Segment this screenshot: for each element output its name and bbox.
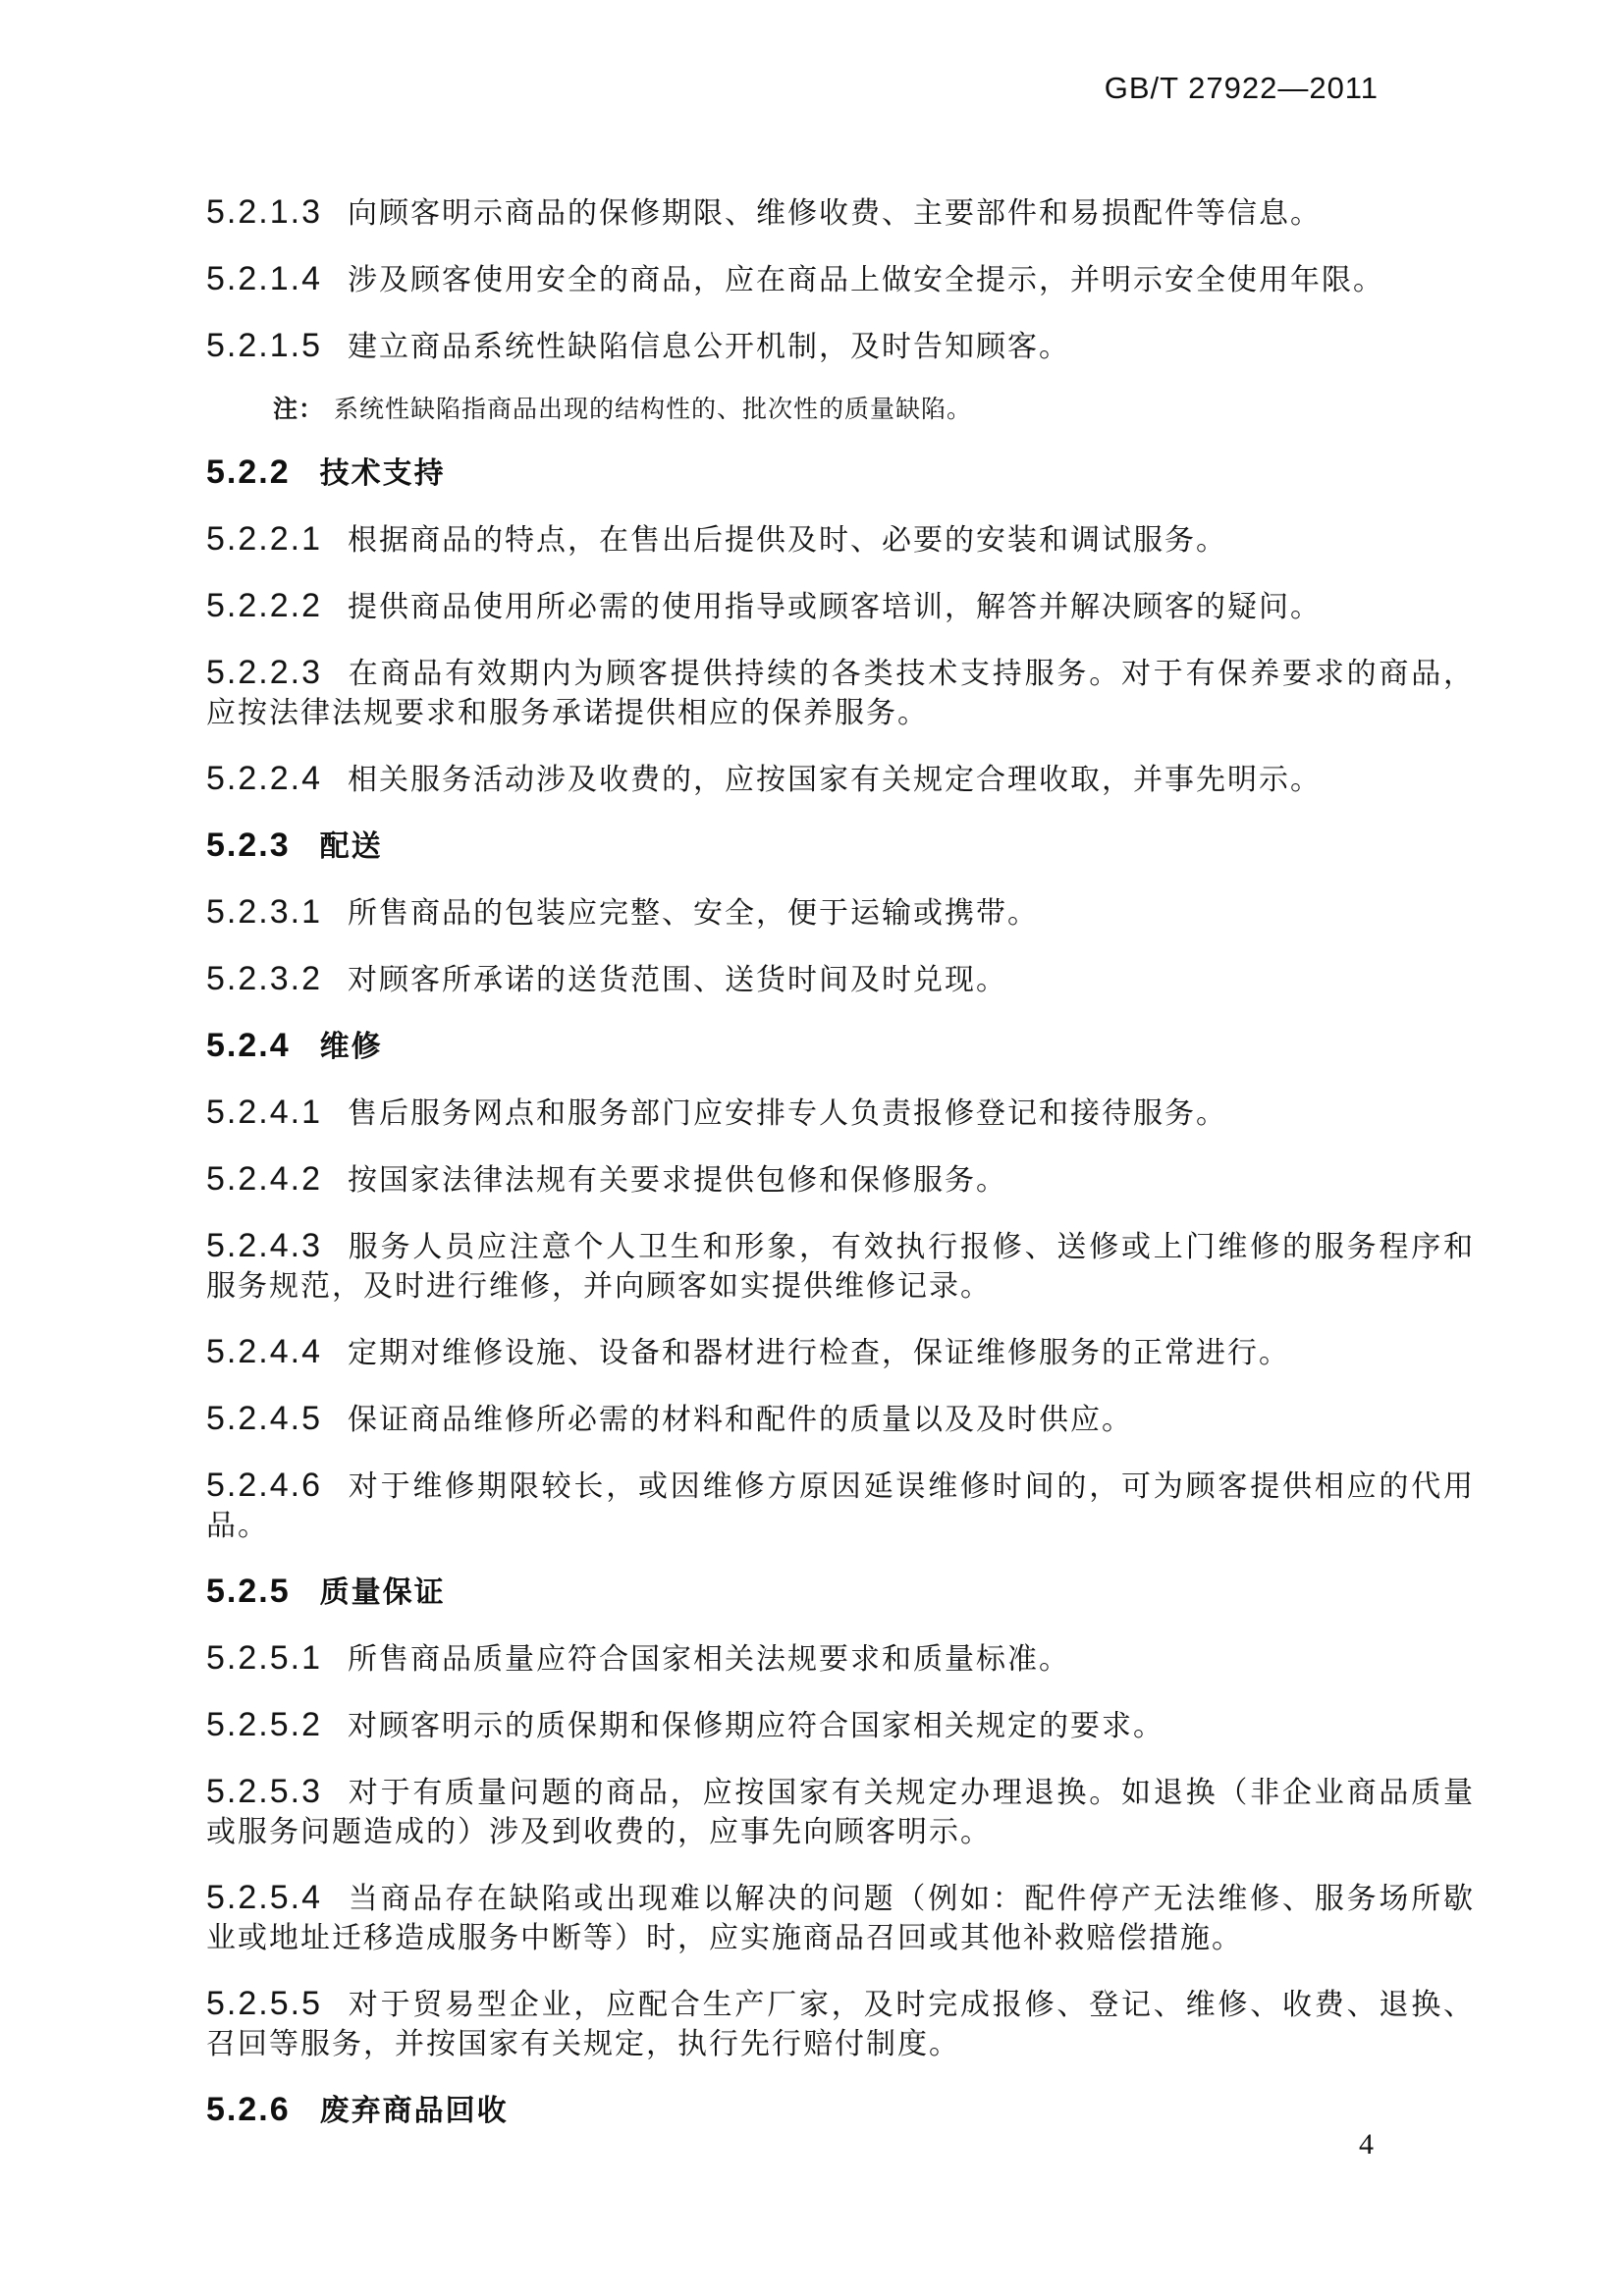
clause-paragraph bbox=[206, 1399, 1475, 1440]
clause-number: 5.2.4.5 bbox=[206, 1400, 322, 1437]
clause-number: 5.2.2 bbox=[206, 454, 291, 491]
clause-number: 5.2.5.2 bbox=[206, 1706, 322, 1743]
clause-number: 5.2.5 bbox=[206, 1573, 291, 1610]
clause-number: 5.2.3.2 bbox=[206, 960, 322, 997]
clause-paragraph bbox=[206, 1984, 1475, 2064]
clause-paragraph bbox=[206, 192, 1475, 234]
clause-text: 对顾客明示的质保期和保修期应符合国家相关规定的要求。 bbox=[347, 1710, 1164, 1742]
clause-paragraph bbox=[206, 1878, 1475, 1958]
section-heading bbox=[206, 826, 1475, 867]
clause-paragraph bbox=[206, 1332, 1475, 1373]
clause-text: 对顾客所承诺的送货范围、送货时间及时兑现。 bbox=[347, 964, 1007, 996]
clause-text: 相关服务活动涉及收费的，应按国家有关规定合理收取，并事先明示。 bbox=[347, 764, 1322, 796]
clause-text: 所售商品的包装应完整、安全，便于运输或携带。 bbox=[347, 897, 1039, 930]
clause-number: 5.2.5.4 bbox=[206, 1879, 322, 1916]
clause-paragraph bbox=[206, 326, 1475, 367]
section-heading bbox=[206, 453, 1475, 494]
clause-text: 提供商品使用所必需的使用指导或顾客培训，解答并解决顾客的疑问。 bbox=[347, 591, 1322, 623]
section-heading bbox=[206, 2090, 1475, 2131]
document-code-header: GB/T 27922—2011 bbox=[1104, 71, 1379, 105]
note bbox=[206, 393, 1475, 427]
clause-number: 5.2.1.5 bbox=[206, 327, 322, 364]
clause-number: 5.2.1.3 bbox=[206, 193, 322, 231]
note-label: 注： bbox=[273, 396, 325, 423]
clause-text: 服务人员应注意个人卫生和形象，有效执行报修、送修或上门维修的服务程序和服务规范，及时进行维修，并向顾客如实提供维修记录。 bbox=[206, 1231, 1475, 1303]
clause-paragraph bbox=[206, 1466, 1475, 1546]
clause-paragraph bbox=[206, 1093, 1475, 1134]
clause-number: 5.2.4.2 bbox=[206, 1160, 322, 1198]
clause-text: 涉及顾客使用安全的商品，应在商品上做安全提示，并明示安全使用年限。 bbox=[347, 264, 1384, 296]
clause-number: 5.2.5.3 bbox=[206, 1773, 322, 1810]
clause-paragraph bbox=[206, 1772, 1475, 1852]
clause-text: 对于贸易型企业，应配合生产厂家，及时完成报修、登记、维修、收费、退换、召回等服务，并按国家有关规定，执行先行赔付制度。 bbox=[206, 1989, 1475, 2060]
clause-text: 建立商品系统性缺陷信息公开机制，及时告知顾客。 bbox=[347, 331, 1070, 363]
clause-number: 5.2.4.1 bbox=[206, 1094, 322, 1131]
clause-paragraph bbox=[206, 892, 1475, 934]
clause-paragraph bbox=[206, 1159, 1475, 1201]
clause-paragraph bbox=[206, 1638, 1475, 1680]
clause-text: 根据商品的特点，在售出后提供及时、必要的安装和调试服务。 bbox=[347, 524, 1227, 557]
clause-number: 5.2.3 bbox=[206, 827, 291, 864]
clause-number: 5.2.2.1 bbox=[206, 520, 322, 558]
document-content bbox=[206, 192, 1475, 2157]
clause-number: 5.2.2.4 bbox=[206, 760, 322, 797]
clause-number: 5.2.6 bbox=[206, 2091, 291, 2128]
clause-paragraph bbox=[206, 259, 1475, 300]
clause-number: 5.2.4 bbox=[206, 1027, 291, 1064]
clause-text: 在商品有效期内为顾客提供持续的各类技术支持服务。对于有保养要求的商品，应按法律法规要求和服务承诺提供相应的保养服务。 bbox=[206, 658, 1475, 729]
page-number: 4 bbox=[1359, 2128, 1374, 2161]
note-text: 系统性缺陷指商品出现的结构性的、批次性的质量缺陷。 bbox=[334, 397, 973, 423]
clause-text: 保证商品维修所必需的材料和配件的质量以及及时供应。 bbox=[347, 1404, 1133, 1436]
heading-text: 维修 bbox=[319, 1031, 383, 1063]
clause-text: 对于有质量问题的商品，应按国家有关规定办理退换。如退换（非企业商品质量或服务问题造成的）涉及到收费的，应事先向顾客明示。 bbox=[206, 1777, 1475, 1848]
heading-text: 废弃商品回收 bbox=[319, 2095, 509, 2127]
clause-text: 对于维修期限较长，或因维修方原因延误维修时间的，可为顾客提供相应的代用品。 bbox=[206, 1470, 1475, 1542]
clause-paragraph bbox=[206, 959, 1475, 1000]
clause-paragraph bbox=[206, 1705, 1475, 1746]
clause-paragraph bbox=[206, 519, 1475, 561]
clause-number: 5.2.5.1 bbox=[206, 1639, 322, 1677]
clause-number: 5.2.2.2 bbox=[206, 587, 322, 624]
clause-number: 5.2.2.3 bbox=[206, 654, 322, 691]
clause-text: 售后服务网点和服务部门应安排专人负责报修登记和接待服务。 bbox=[347, 1097, 1227, 1130]
clause-text: 按国家法律法规有关要求提供包修和保修服务。 bbox=[347, 1164, 1007, 1197]
clause-number: 5.2.4.4 bbox=[206, 1333, 322, 1370]
heading-text: 技术支持 bbox=[319, 457, 446, 490]
clause-text: 定期对维修设施、设备和器材进行检查，保证维修服务的正常进行。 bbox=[347, 1337, 1290, 1369]
clause-text: 向顾客明示商品的保修期限、维修收费、主要部件和易损配件等信息。 bbox=[347, 197, 1322, 230]
clause-number: 5.2.4.3 bbox=[206, 1227, 322, 1264]
clause-paragraph bbox=[206, 586, 1475, 627]
clause-number: 5.2.1.4 bbox=[206, 260, 322, 297]
section-heading bbox=[206, 1572, 1475, 1613]
clause-text: 所售商品质量应符合国家相关法规要求和质量标准。 bbox=[347, 1643, 1070, 1676]
clause-number: 5.2.5.5 bbox=[206, 1985, 322, 2022]
clause-paragraph bbox=[206, 653, 1475, 733]
clause-text: 当商品存在缺陷或出现难以解决的问题（例如：配件停产无法维修、服务场所歇业或地址迁移造成服务中断等）时，应实施商品召回或其他补救赔偿措施。 bbox=[206, 1883, 1475, 1954]
section-heading bbox=[206, 1026, 1475, 1067]
heading-text: 配送 bbox=[319, 830, 383, 863]
clause-paragraph bbox=[206, 1226, 1475, 1307]
clause-paragraph bbox=[206, 759, 1475, 800]
clause-number: 5.2.3.1 bbox=[206, 893, 322, 931]
clause-number: 5.2.4.6 bbox=[206, 1467, 322, 1504]
heading-text: 质量保证 bbox=[319, 1576, 446, 1609]
